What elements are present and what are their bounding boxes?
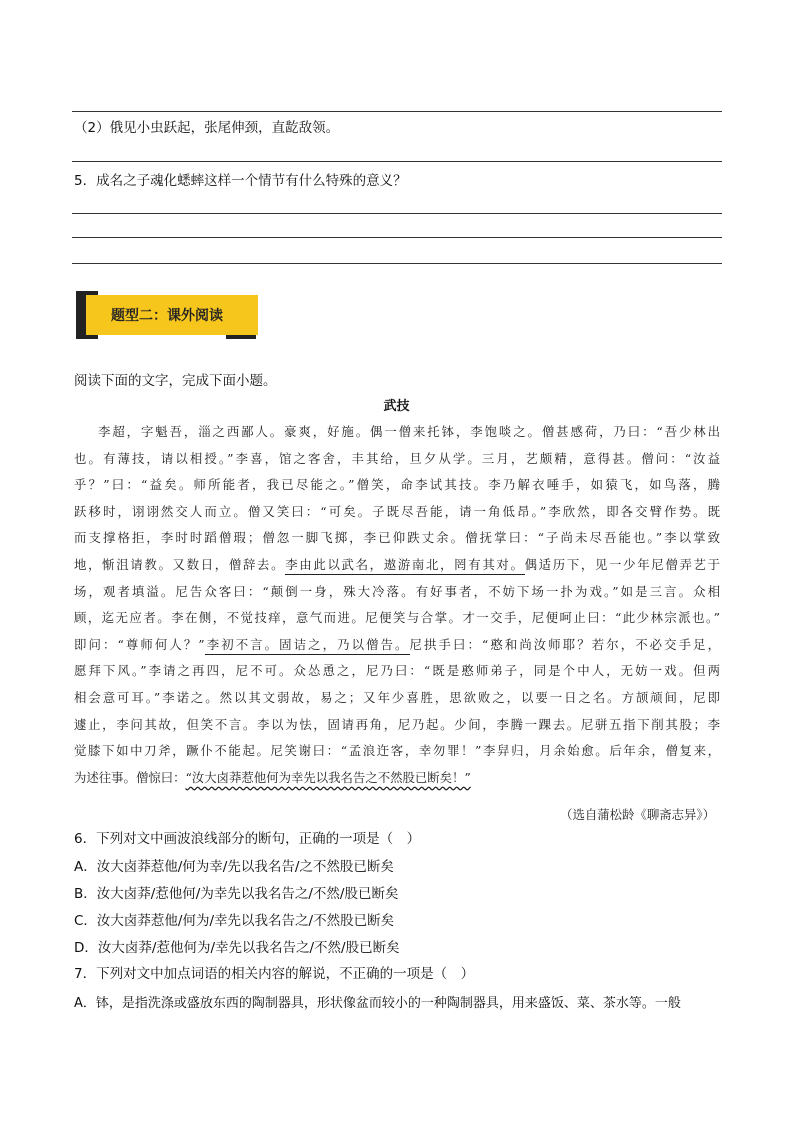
passage-line [74,552,720,579]
passage-title: 武技 [383,399,410,414]
passage-line: 而支撑格拒，李时时蹈僧瑕；僧忽一脚飞掷，李已仰跌丈余。僧抚掌曰：“子尚未尽吾能也。”李以掌致 [74,530,720,546]
passage-segment: 偶适历下，见一少年尼僧弄艺于 [524,556,721,572]
passage-line [74,632,720,659]
question-7-option-a: A．钵，是指洗涤或盛放东西的陶制器具，形状像盆而较小的一种陶制器具，用来盛饭、菜、茶水等。一般 [74,996,681,1011]
passage-line: 李超，字魁吾，淄之西鄙人。豪爽，好施。偶一僧来托钵，李饱啖之。僧甚感荷，乃曰：“吾少林出 [98,424,720,439]
question-6-option-c: C．汝大卤莽惹他/何为/幸先以我名告之/不然股已断矣 [74,913,395,929]
section-banner [76,291,258,339]
banner-label: 题型二：课外阅读 [111,308,223,324]
passage-line: 跃移时，诩诩然交人而立。僧又笑曰：“可矣。子既尽吾能，请一角低昂。”李欣然，即各交臂作势。既 [74,503,720,519]
underlined-sentence-1: 李由此以武名，遨游南北，罔有其对。 [285,557,524,575]
answer-line-4 [72,237,722,238]
answer-line-2 [72,161,722,162]
question-6-option-b: B．汝大卤莽/惹他何/为幸先以我名告之/不然/股已断矣 [74,886,399,902]
passage-segment: 地，惭沮请教。又数日，僧辞去。 [74,556,286,572]
passage-line: 乎？”曰：“益矣。师所能者，我已尽能之。”僧笑，命李试其技。李乃解衣唾手，如猿飞，如鸟落，腾 [74,477,720,493]
passage-line: 相会意可耳。”李诺之。然以其文弱故，易之；又年少喜胜，思欲败之，以要一日之名。方颉颃间，尼即 [74,689,720,705]
question-5: 5．成名之子魂化蟋蟀这样一个情节有什么特殊的意义？ [74,173,407,189]
passage-segment: 为述往事。僧惊曰： [74,769,186,785]
answer-line-1 [72,111,722,112]
passage-line: 遽止，李问其故，但笑不言。李以为怯，固请再角，尼乃起。少间，李腾一踝去。尼骈五指下削其股；李 [74,716,720,732]
question-7: 7．下列对文中加点词语的相关内容的解说，不正确的一项是（ ） [74,966,475,982]
answer-line-5 [72,263,722,264]
passage-line: 顾，迄无应者。李在侧，不觉技痒，意气而进。尼便笑与合掌。才一交手，尼便呵止曰：“此少林宗派也。” [74,610,720,626]
question-6: 6．下列对文中画波浪线部分的断句，正确的一项是（ ） [74,831,421,847]
passage-line: 也。有薄技，请以相授。”李喜，馆之客舍，丰其给，旦夕从学。三月，艺颇精，意得甚。僧问：“汝益 [74,450,720,466]
answer-line-3 [72,213,722,214]
passage-segment: 即问：“尊师何人？” [74,636,205,652]
wavy-underlined-sentence: “汝大卤莽惹他何为幸先以我名告之不然股已断矣！” [185,769,471,785]
passage-segment: 尼拱手曰：“憨和尚汝师耶？若尔，不必交手足， [409,636,721,652]
passage-body [74,419,720,791]
passage-line: 觉膝下如中刀斧，蹶仆不能起。尼笑谢曰：“孟浪迕客，幸勿罪！”李舁归，月余始愈。后年余，僧复来， [74,743,720,759]
question-4-item-2: （2）俄见小虫跃起，张尾伸颈，直龁敌领。 [74,120,340,136]
passage-line [74,765,720,792]
question-6-option-a: A．汝大卤莽惹他/何为幸/先以我名告/之不然股已断矣 [74,859,394,875]
passage-source: （选自蒲松龄《聊斋志异》） [560,807,715,822]
passage-line: 场，观者填溢。尼告众客曰：“颠倒一身，殊大冷落。有好事者，不妨下场一扑为戏。”如是三言。众相 [74,583,720,599]
question-6-option-d: D．汝大卤莽/惹他何为/幸先以我名告之/不然/股已断矣 [74,940,400,956]
passage-line: 愿拜下风。”李请之再四，尼不可。众怂恿之，尼乃曰：“既是憨师弟子，同是个中人，无妨一戏。但两 [74,663,720,679]
instructions: 阅读下面的文字，完成下面小题。 [74,373,277,389]
underlined-sentence-2: 李初不言。固诘之，乃以僧告。 [205,637,410,655]
